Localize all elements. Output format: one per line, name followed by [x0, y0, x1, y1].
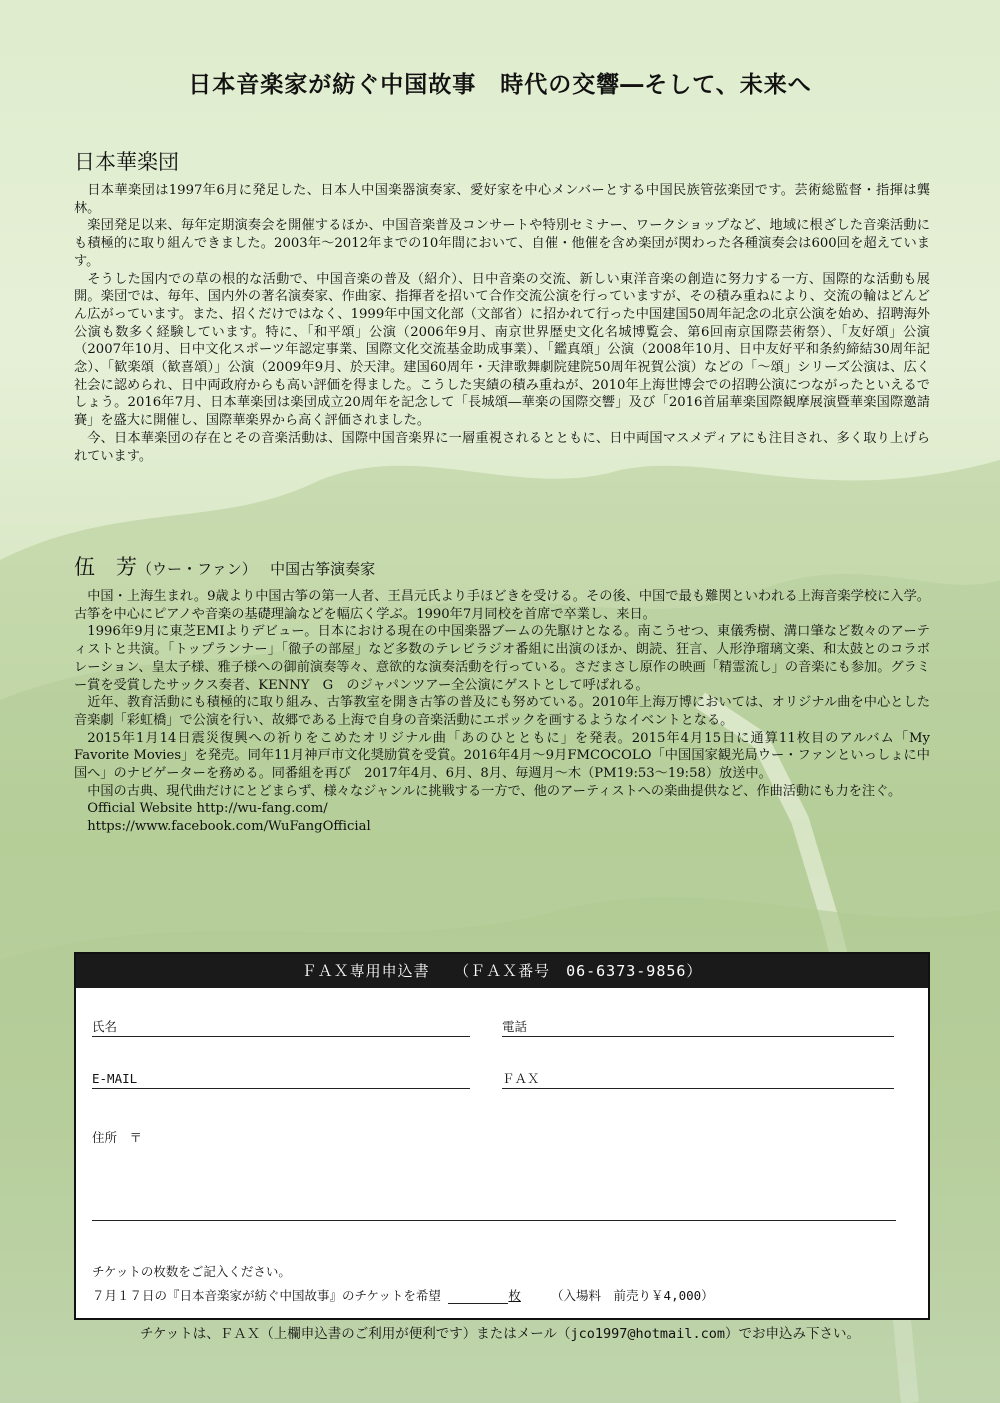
section-heading-orchestra: 日本華楽団 — [74, 150, 179, 174]
ticket-count-input[interactable] — [448, 1288, 508, 1304]
name-label: 氏名 — [92, 1019, 118, 1034]
footer-note: チケットは、ＦＡＸ（上欄申込書のご利用が便利です）またはメール（jco1997@hotmail.com）でお申込み下さい。 — [140, 1326, 860, 1342]
name-field[interactable] — [92, 1018, 470, 1037]
ticket-unit: 枚 — [508, 1288, 521, 1303]
orchestra-paragraph-2: 楽団発足以来、毎年定期演奏会を開催するほか、中国音楽普及コンサートや特別セミナー、ワークショップなど、地域に根ざした音楽活動にも積極的に取り組んできました。2003年～2012年までの10年間において、自催・他催を含め楽団が関わった各種演奏会は600回を超えています。 — [74, 218, 930, 269]
orchestra-description — [74, 182, 930, 465]
address-label: 住所 〒 — [92, 1130, 143, 1145]
artist-reading: （ウー・ファン） — [137, 560, 257, 578]
fax-label: ＦＡＸ — [502, 1071, 540, 1086]
email-field[interactable] — [92, 1070, 470, 1089]
artist-name: 伍 芳 — [74, 555, 137, 579]
orchestra-paragraph-3: そうした国内での草の根的な活動で、中国音楽の普及（紹介）、日中音楽の交流、新しい東洋音楽の創造に努力する一方、国際的な活動も展開。楽団では、毎年、国内外の著名演奏家、作曲家、指揮者を招いて合作交流公演を行っていますが、その積み重ねにより、交流の輪はどんどん広がっています。また、招くだけではなく、1999年中国文化部（文部省）に招かれて行った中国建国50周年記念の北京公演を始め、招聘海外公演も数多く経験しています。特に、「和平頌」公演（2006年9月、南京世界歴史文化名城博覧会、第6回南京国際芸術祭）、「友好頌」公演（2007年10月、日中文化スポーツ年認定事業、国際文化交流基金助成事業）、「鑑真頌」公演（2008年10月、日中友好平和条約締結30周年記念）、「歓楽頌（歓喜頌）」公演（2009年9月、於天津。建国60周年・天津歌舞劇院建院50周年祝賀公演）などの「～頌」シリーズ公演は、広く社会に認められ、日中両政府からも高い評価を得ました。こうした実績の積み重ねが、2010年上海世博会での招聘公演につながったといえるでしょう。2016年7月、日本華楽団は楽団成立20周年を記念して「長城頌―華楽の国際交響」及び「2016首届華楽国際観摩展演暨華楽国際邀請賽」を盛大に開催し、国際華楽界から高く評価されました。 — [74, 271, 930, 429]
address-field-line[interactable] — [92, 1220, 896, 1221]
orchestra-paragraph-1: 日本華楽団は1997年6月に発足した、日本人中国楽器演奏家、愛好家を中心メンバーとする中国民族管弦楽団です。芸術総監督・指揮は龔林。 — [74, 183, 930, 216]
phone-field[interactable] — [502, 1018, 894, 1037]
fax-application-form — [74, 952, 930, 1320]
artist-paragraph-3: 近年、教育活動にも積極的に取り組み、古筝教室を開き古筝の普及にも努めている。2010年上海万博においては、オリジナル曲を中心とした音楽劇「彩虹橋」で公演を行い、故郷である上海で自身の音楽活動にエポックを画するようなイベントとなる。 — [74, 695, 931, 728]
email-label: E-MAIL — [92, 1071, 138, 1086]
artist-biography — [74, 588, 930, 836]
artist-paragraph-1: 中国・上海生まれ。9歳より中国古筝の第一人者、王昌元氏より手ほどきを受ける。その後、中国で最も難関といわれる上海音楽学校に入学。古筝を中心にピアノや音楽の基礎理論などを幅広く学ぶ。1990年7月同校を首席で卒業し、来日。 — [74, 589, 930, 622]
page-title: 日本音楽家が紡ぐ中国故事 時代の交響―そして、未来へ — [188, 72, 812, 98]
artist-paragraph-5: 中国の古典、現代曲だけにとどまらず、様々なジャンルに挑戦する一方で、他のアーティストへの楽曲提供など、作曲活動にも力を注ぐ。 — [87, 783, 902, 799]
fax-field[interactable] — [502, 1070, 894, 1089]
artist-paragraph-4: 2015年1月14日震災復興への祈りをこめたオリジナル曲「あのひとともに」を発表。2015年4月15日に通算11枚目のアルバム「My Favorite Movies」を発売。同年11月神戸市文化奨励賞を受賞。2016年4月～9月FMCOCOLO「中国国家観光局ウー・ファンといっしょに中国へ」のナビゲーターを務める。同番組を再び 2017年4月、6月、8月、毎週月～木（PM19:53～19:58）放送中。 — [74, 730, 930, 782]
phone-label: 電話 — [502, 1019, 528, 1034]
artist-paragraph-2: 1996年9月に東芝EMIよりデビュー。日本における現在の中国楽器ブームの先駆けとなる。南こうせつ、東儀秀樹、溝口肇など数々のアーティストと共演。「トップランナー」「徹子の部屋」など多数のテレビラジオ番組に出演のほか、朗読、狂言、人形浄瑠璃文楽、和太鼓とのコラボレーション、皇太子様、雅子様への御前演奏等々、意欲的な演奏活動を行っている。さだまさし原作の映画「精霊流し」の音楽にも参加。グラミー賞を受賞したサックス奏者、KENNY G のジャパンツアー全公演にゲストとして呼ばれる。 — [74, 624, 930, 693]
ticket-request-line — [92, 1286, 714, 1304]
artist-role: 中国古筝演奏家 — [270, 560, 376, 578]
orchestra-paragraph-4: 今、日本華楽団の存在とその音楽活動は、国際中国音楽界に一層重視されるとともに、日中両国マスメディアにも注目され、多く取り上げられています。 — [74, 430, 930, 464]
section-heading-artist — [74, 551, 375, 581]
form-header: ＦＡＸ専用申込書 （ＦＡＸ番号 06-6373-9856） — [76, 954, 928, 988]
facebook-link[interactable]: https://www.facebook.com/WuFangOfficial — [87, 819, 371, 835]
tickets-prompt: チケットの枚数をご記入ください。 — [92, 1264, 291, 1279]
ticket-price: （入場料 前売り￥4,000） — [551, 1288, 714, 1303]
ticket-line-text: ７月１７日の『日本音楽家が紡ぐ中国故事』のチケットを希望 — [92, 1288, 441, 1303]
official-website-link[interactable]: Official Website http://wu-fang.com/ — [87, 801, 328, 817]
